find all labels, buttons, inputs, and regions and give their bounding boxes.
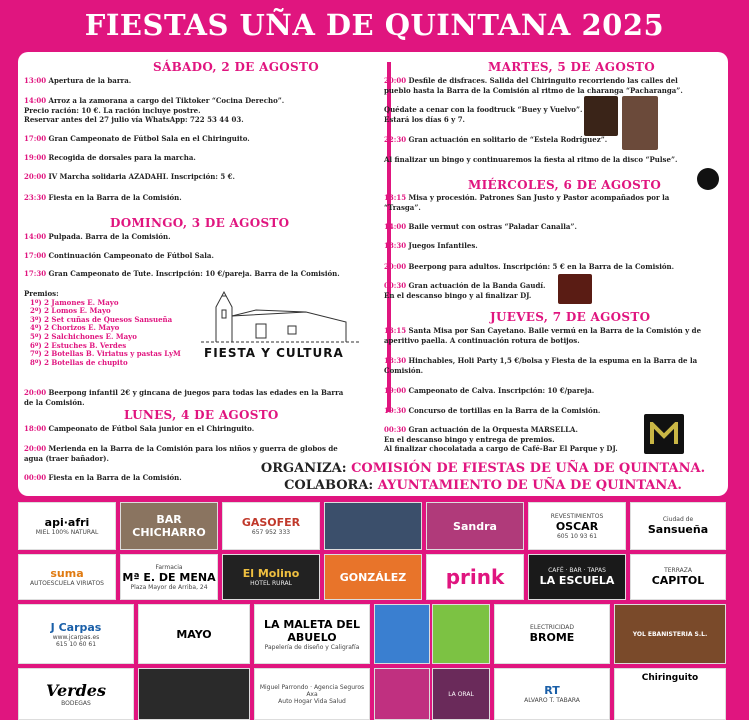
sponsor-logo: LA ORAL xyxy=(432,668,490,720)
event: 14:00 Arroz a la zamorana a cargo del Tiktoker “Cocina Derecho”. Precio ración: 10 €. La ración incluye postre. Reservar antes del 27 julio vía WhatsApp: 722 53 44 03. xyxy=(24,96,285,124)
day-heading-thursday: JUEVES, 7 DE AGOSTO xyxy=(490,310,651,324)
day-heading-saturday: SÁBADO, 2 DE AGOSTO xyxy=(153,60,319,74)
event: 20:00 Beerpong infantil 2€ y gincana de juegos para todas las edades en la Barra de la Comisión. xyxy=(24,388,344,407)
sponsor-logo: ELECTRICIDAD BROME xyxy=(494,604,610,664)
sponsor-logo xyxy=(324,502,422,550)
event: 17:00 Continuación Campeonato de Fútbol Sala. xyxy=(24,251,214,260)
sponsor-logo: Chiringuito xyxy=(614,668,726,720)
event: 00:00 Fiesta en la Barra de la Comisión. xyxy=(24,473,182,482)
page-title: FIESTAS UÑA DE QUINTANA 2025 xyxy=(84,8,665,42)
prize-item: 8º) 2 Botellas de chupito xyxy=(30,357,128,367)
event: Quédate a cenar con la foodtruck “Buey y Vuelvo”. Estará los días 6 y 7. xyxy=(384,105,583,124)
sponsor-logo xyxy=(432,604,490,664)
prize-heading: Premios: xyxy=(24,289,59,298)
gaudi-band-photo xyxy=(558,274,592,304)
event: 23:30 Fiesta en la Barra de la Comisión. xyxy=(24,193,182,202)
sponsor-logo: El Molino HOTEL RURAL xyxy=(222,554,320,600)
event: 19:30 Concurso de tortillas en la Barra de la Comisión. xyxy=(384,406,601,415)
event: Al finalizar un bingo y continuaremos la fiesta al ritmo de la disco “Pulse”. xyxy=(384,155,678,164)
event: 17:00 Gran Campeonato de Fútbol Sala en el Chiringuito. xyxy=(24,134,250,143)
church-illustration xyxy=(196,282,366,372)
sponsor-logo: api·afri MIEL 100% NATURAL xyxy=(18,502,116,550)
day-heading-tuesday: MARTES, 5 DE AGOSTO xyxy=(488,60,656,74)
illustration-caption: FIESTA Y CULTURA xyxy=(204,346,344,360)
event: 13:15 Misa y procesión. Patrones San Justo y Pastor acompañados por la “Trasga”. xyxy=(384,193,670,212)
sponsor-logo xyxy=(374,668,430,720)
event: 13:00 Apertura de la barra. xyxy=(24,76,132,85)
sponsor-logo: LA MALETA DEL ABUELO Papelería de diseño y Caligrafía xyxy=(254,604,370,664)
foodtruck-photo xyxy=(584,96,618,136)
church-sketch xyxy=(196,282,366,344)
prize-item: 1º) 2 Jamones E. Mayo xyxy=(30,297,119,307)
prize-item: 2º) 2 Lomos E. Mayo xyxy=(30,306,111,316)
event: 20:00 Merienda en la Barra de la Comisión para los niños y guerra de globos de agua (traer bañador). xyxy=(24,444,338,463)
organizers: ORGANIZA: COMISIÓN DE FIESTAS DE UÑA DE QUINTANA. COLABORA: AYUNTAMIENTO DE UÑA DE QUINTANA. xyxy=(260,461,706,493)
sponsor-logo xyxy=(374,604,430,664)
marsella-m-icon xyxy=(650,422,678,446)
event: 19:00 Recogida de dorsales para la marcha. xyxy=(24,153,196,162)
prize-item: 4º) 2 Chorizos E. Mayo xyxy=(30,323,120,333)
sponsor-logo: Ciudad de Sansueña xyxy=(630,502,726,550)
sponsor-grid xyxy=(18,500,730,720)
day-heading-sunday: DOMINGO, 3 DE AGOSTO xyxy=(110,216,290,230)
prize-item: 6º) 2 Estuches B. Verdes xyxy=(30,340,127,350)
sponsor-logo: MAYO xyxy=(138,604,250,664)
sponsor-logo: REVESTIMIENTOS OSCAR 605 10 93 61 xyxy=(528,502,626,550)
sponsor-logo: suma AUTOESCUELA VIRIATOS xyxy=(18,554,116,600)
prize-item: 5º) 2 Salchichones E. Mayo xyxy=(30,331,137,341)
day-heading-wednesday: MIÉRCOLES, 6 DE AGOSTO xyxy=(468,178,662,192)
event: 18:30 Juegos Infantiles. xyxy=(384,241,478,250)
sponsor-logo: TERRAZA CAPITOL xyxy=(630,554,726,600)
event: 18:30 Hinchables, Holi Party 1,5 €/bolsa y Fiesta de la espuma en la Barra de la Comisión. xyxy=(384,356,698,375)
event: 14:00 Pulpada. Barra de la Comisión. xyxy=(24,232,171,241)
sponsor-logo: Miguel Parrondo · Agencia Seguros Axa Auto Hogar Vida Salud xyxy=(254,668,370,720)
sponsor-logo xyxy=(138,668,250,720)
event: 18:00 Campeonato de Fútbol Sala junior en el Chiringuito. xyxy=(24,424,255,433)
sponsor-logo: YOL EBANISTERIA S.L. xyxy=(614,604,726,664)
event: 22:30 Gran actuación en solitario de “Estela Rodríguez”. xyxy=(384,135,608,144)
event: 20:00 Beerpong para adultos. Inscripción: 5 € en la Barra de la Comisión. xyxy=(384,262,675,271)
sponsor-logo: RT ALVARO T. TABARA xyxy=(494,668,610,720)
sponsor-logo: Verdes BODEGAS xyxy=(18,668,134,720)
sponsor-logo: Farmacia Mª E. DE MENA Plaza Mayor de Arriba, 24 xyxy=(120,554,218,600)
sponsor-logo: BAR CHICHARRO xyxy=(120,502,218,550)
sponsor-logo: prink xyxy=(426,554,524,600)
sponsor-logo: GONZÁLEZ xyxy=(324,554,422,600)
event: 17:30 Gran Campeonato de Tute. Inscripción: 10 €/pareja. Barra de la Comisión. xyxy=(24,269,340,278)
event: 13:15 Santa Misa por San Cayetano. Baile vermú en la Barra de la Comisión y de aperitivo paella. A continuación rotura de botijos. xyxy=(384,326,702,345)
event: 14:00 Baile vermut con ostras “Paladar Canalla”. xyxy=(384,222,577,231)
sponsor-logo: J Carpas www.jcarpas.es 615 10 60 61 xyxy=(18,604,134,664)
day-heading-monday: LUNES, 4 DE AGOSTO xyxy=(124,408,279,422)
program-card xyxy=(18,52,728,496)
event: 20:00 IV Marcha solidaria AZADAHI. Inscripción: 5 €. xyxy=(24,172,235,181)
prize-list xyxy=(24,290,181,367)
sponsor-logo: CAFÉ · BAR · TAPAS LA ESCUELA xyxy=(528,554,626,600)
prize-item: 3º) 2 Set cuñas de Quesos Sansueña xyxy=(30,314,173,324)
singer-photo xyxy=(622,96,658,150)
event: 20:00 Desfile de disfraces. Salida del Chiringuito recorriendo las calles del pueblo hasta la Barra de la Comisión al ritmo de la charanga “Pacharanga”. xyxy=(384,76,683,95)
event: 00:30 Gran actuación de la Banda Gaudí. En el descanso bingo y al finalizar DJ. xyxy=(384,281,546,300)
pulse-logo xyxy=(697,168,719,190)
event: 00:30 Gran actuación de la Orquesta MARSELLA. En el descanso bingo y entrega de premios. Al finalizar chocolatada a cargo de Café-Bar El Parque y DJ. xyxy=(384,425,618,453)
prize-item: 7º) 2 Botellas B. Viriatus y pastas LyM xyxy=(30,349,181,359)
marsella-logo xyxy=(644,414,684,454)
event: 19:00 Campeonato de Calva. Inscripción: 10 €/pareja. xyxy=(384,386,595,395)
sponsor-logo: GASOFER 657 952 333 xyxy=(222,502,320,550)
sponsor-logo: Sandra xyxy=(426,502,524,550)
